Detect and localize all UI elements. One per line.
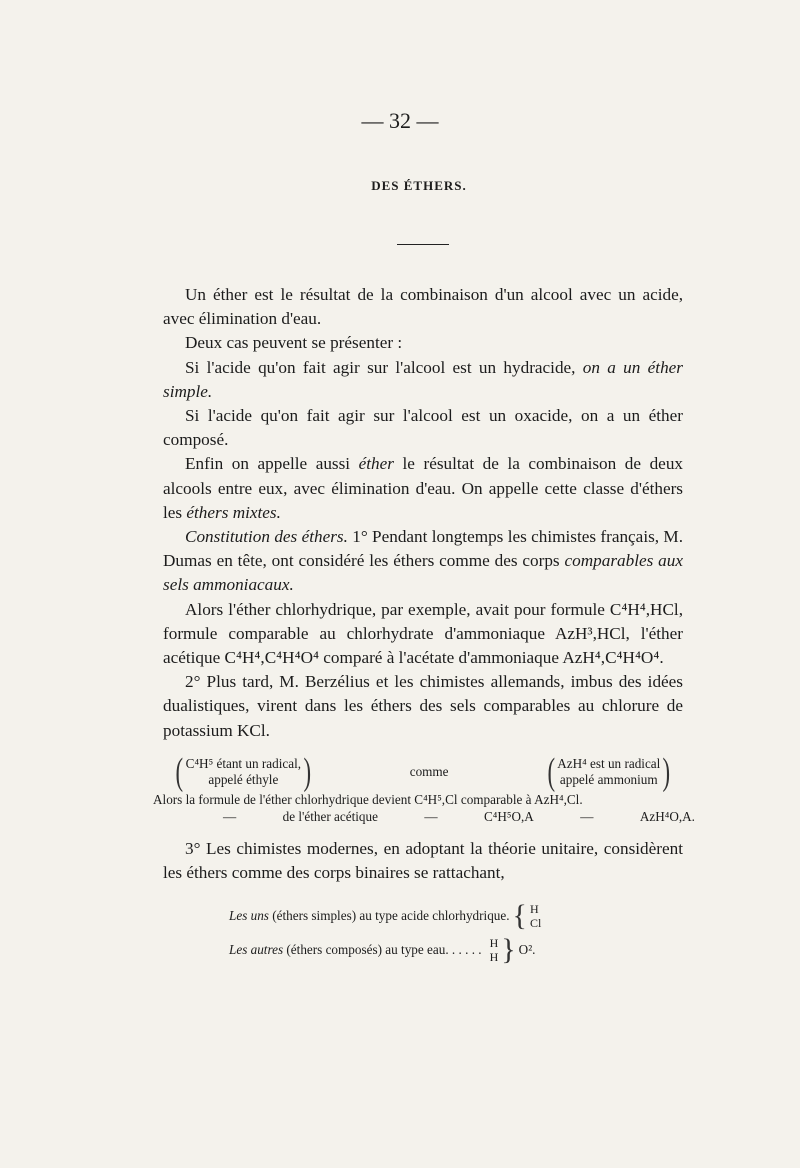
ethyl-radical-line2: appelé éthyle bbox=[208, 771, 279, 787]
ethyl-radical-line1: C⁴H⁵ étant un radical, bbox=[185, 755, 302, 771]
paragraph-two-cases: Deux cas peuvent se présenter : bbox=[185, 333, 403, 353]
formula-line-acetic: — de l'éther acétique — C⁴H⁵O,A — AzH⁴O,A. bbox=[223, 808, 695, 824]
ethyl-radical-group: ( C⁴H⁵ étant un radical, appelé éthyle ) bbox=[175, 750, 312, 793]
type-water: Les autres (éthers composés) au type eau. . . . . . H H } O². bbox=[229, 933, 536, 967]
paragraph-simple-ether: Si l'acide qu'on fait agir sur l'alcool est un hydracide, on a un éther simple. bbox=[163, 357, 683, 401]
formula-line-chlorhydric: Alors la formule de l'éther chlorhydrique devient C⁴H⁵,Cl comparable à AzH⁴,Cl. bbox=[153, 791, 583, 807]
ammonium-radical-line2: appelé ammonium bbox=[559, 771, 658, 787]
radical-comparison bbox=[163, 750, 683, 793]
paragraph-formulas: Alors l'éther chlorhydrique, par exemple, avait pour formule C⁴H⁴,HCl, formule comparable au chlorhydrate d'ammoniaque AzH³,HCl, l'éther acétique C⁴H⁴,C⁴H⁴O⁴ comparé à l'acétate d'ammoniaque AzH⁴,C⁴H⁴O⁴. bbox=[163, 599, 683, 668]
ammonium-radical-group: ( AzH⁴ est un radical appelé ammonium ) bbox=[547, 750, 671, 793]
title-divider bbox=[397, 244, 449, 245]
paragraph-definition: Un éther est le résultat de la combinaison d'un alcool avec un acide, avec élimination d'eau. bbox=[163, 285, 683, 329]
comparison-word: comme bbox=[409, 763, 449, 779]
type-hydrochloric: Les uns (éthers simples) au type acide chlorhydrique. { H Cl bbox=[229, 899, 542, 933]
paragraph-mixed-ethers: Enfin on appelle aussi éther le résultat de la combinaison de deux alcools entre eux, avec élimination d'eau. On appelle cette classe d'éthers les éthers mixtes. bbox=[163, 454, 684, 522]
page-title: DES ÉTHERS. bbox=[371, 178, 467, 193]
paragraph-constitution: Constitution des éthers. 1° Pendant longtemps les chimistes français, M. Dumas en tête, ont considéré les éthers comme des corps comparables aux sels ammoniacaux. bbox=[163, 527, 684, 595]
body-text bbox=[153, 283, 695, 967]
type-list bbox=[163, 899, 683, 967]
page-number: — 32 — bbox=[361, 108, 439, 133]
paragraph-compound-ether: Si l'acide qu'on fait agir sur l'alcool est un oxacide, on a un éther composé. bbox=[163, 406, 683, 450]
ammonium-radical-line1: AzH⁴ est un radical bbox=[557, 755, 661, 771]
paragraph-berzelius: 2° Plus tard, M. Berzélius et les chimistes allemands, imbus des idées dualistiques, virent dans les éthers des sels comparables au chlorure de potassium KCl. bbox=[163, 672, 683, 740]
paragraph-unitary-theory: 3° Les chimistes modernes, en adoptant la théorie unitaire, considèrent les éthers comme des corps binaires se rattachant, bbox=[163, 838, 683, 883]
